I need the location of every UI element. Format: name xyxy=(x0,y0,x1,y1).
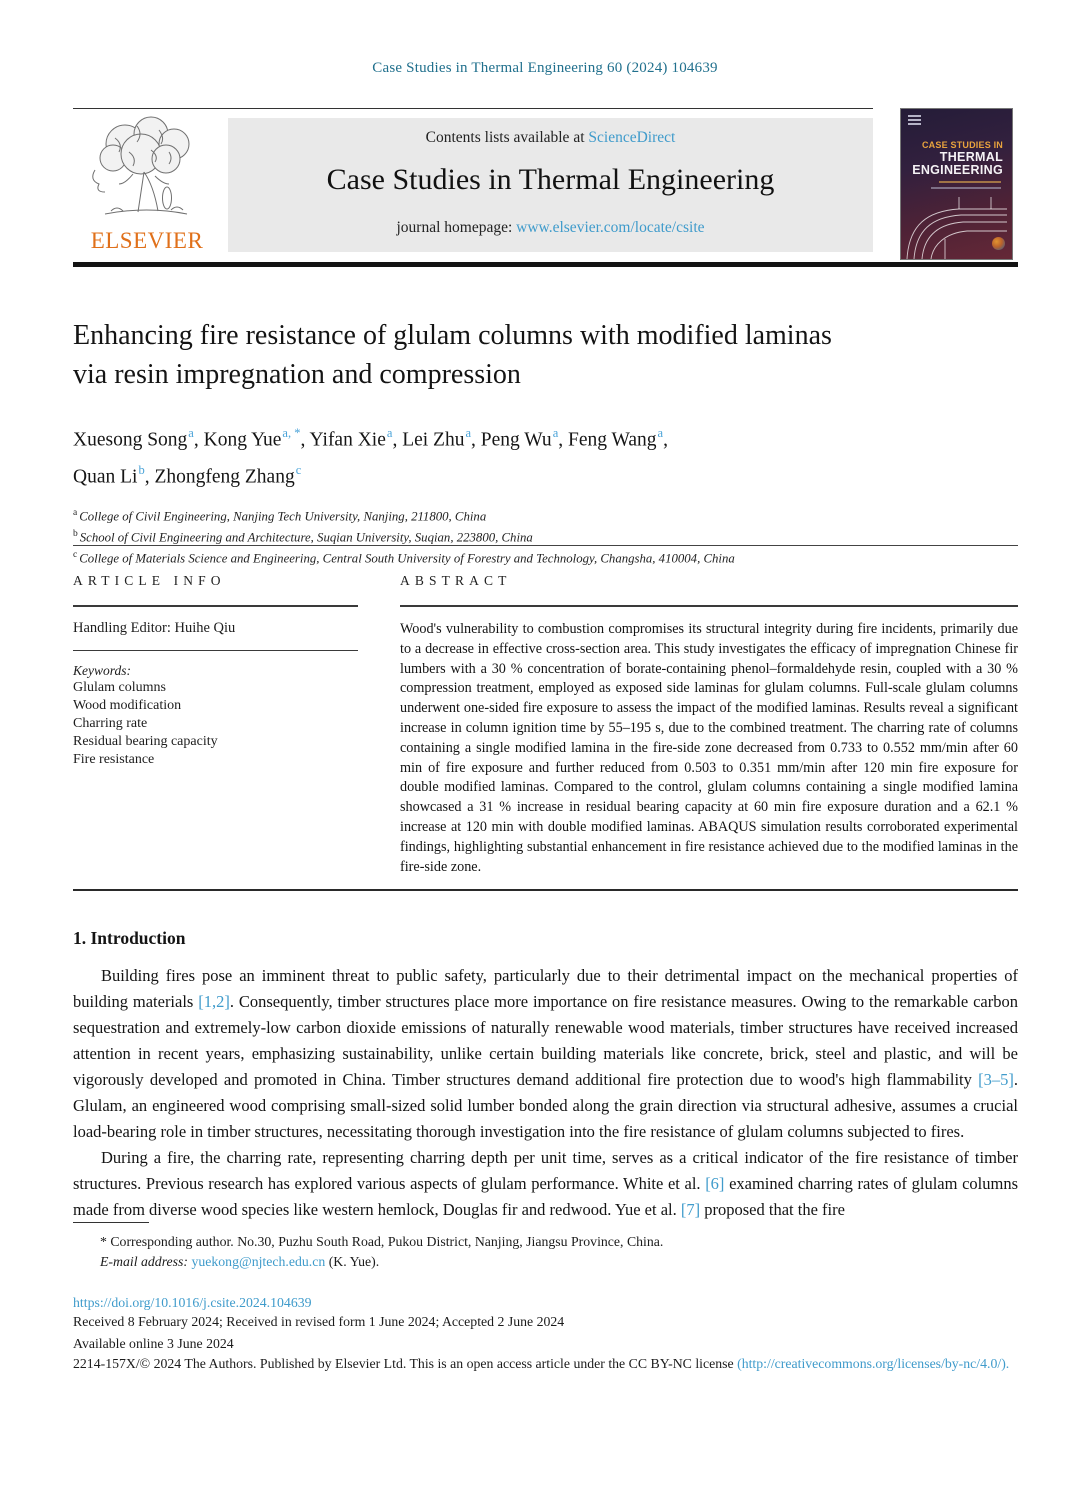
citation-ref-3-5[interactable]: [3–5] xyxy=(978,1070,1014,1089)
introduction-section xyxy=(73,928,1018,1223)
journal-reference: Case Studies in Thermal Engineering 60 (2024) 104639 xyxy=(372,60,718,76)
abstract-heading: ABSTRACT xyxy=(400,573,512,588)
intro-paragraph-1 xyxy=(73,963,1018,1145)
author-list-line2 xyxy=(73,456,1018,493)
corresponding-author-text: Corresponding author. No.30, Puzhu South Road, Pukou District, Nanjing, Jiangsu Province, China. xyxy=(106,1234,664,1249)
cover-title-line1: CASE STUDIES IN xyxy=(921,140,1003,150)
author-affil-sup[interactable]: a xyxy=(386,426,393,440)
affiliation-sup: a xyxy=(73,508,78,518)
article-head xyxy=(73,316,1018,567)
keyword-item: Wood modification xyxy=(73,698,182,713)
footnote-block xyxy=(73,1222,1018,1271)
abstract-column xyxy=(400,573,1018,877)
author-name: Kong Yue xyxy=(203,429,282,451)
homepage-line xyxy=(228,219,873,237)
paper-title-line1: Enhancing fire resistance of glulam columns with modified laminas xyxy=(73,320,832,351)
sciencedirect-link[interactable]: ScienceDirect xyxy=(588,129,676,146)
email-link[interactable]: yuekong@njtech.edu.cn xyxy=(191,1253,326,1269)
footnote-rule xyxy=(73,1222,149,1223)
paragraph-text: Building fires pose an imminent threat to public safety, particularly due to their detrimental impact on the mechanical properties of building materials xyxy=(73,966,1018,1011)
author-name: Quan Li xyxy=(73,466,138,487)
affiliation-item xyxy=(73,526,1018,547)
header-thick-rule xyxy=(73,262,1018,267)
email-suffix: (K. Yue). xyxy=(325,1253,380,1269)
journal-cover-thumbnail xyxy=(900,108,1013,260)
available-online: Available online 3 June 2024 xyxy=(73,1336,234,1351)
corresponding-author-note xyxy=(73,1232,1018,1271)
affiliation-list xyxy=(73,505,1018,567)
abstract-text: Wood's vulnerability to combustion compromises its structural integrity during fire incidents, primarily due to a decrease in effective cross-section area. This study investigates the efficacy of impregnation Chinese fir lumbers with a 30 % concentration of borate-containing phenol–formaldehyde resin, coupled with a 30 % compression treatment, employed as exposed side laminas for glulam columns. Full-scale glulam columns underwent one-sided fire exposure to assess the impact of the modified laminas. Results reveal a significant increase in column ignition time by 55–195 s, due to the combined treatment. The charring rate of columns containing a single modified lamina in the fire-side zone decreased from 0.733 to 0.552 mm/min after 60 min of fire exposure and further reduced from 0.503 to 0.351 mm/min after 120 min fire exposure for double modified laminas. Compared to the control, glulam columns containing a single modified lamina showcased a 31 % increase in residual bearing capacity at 60 min fire exposure duration and a 62.1 % increase at 120 min with double modified laminas. ABAQUS simulation results corroborated experimental findings, highlighting substantial enhancement in fire resistance achieved due to the modified laminas in the fire-side zone. xyxy=(400,621,1018,875)
journal-title: Case Studies in Thermal Engineering xyxy=(326,163,775,196)
author-list-line1 xyxy=(73,419,1018,456)
author-separator: , xyxy=(392,429,403,451)
author-separator: , xyxy=(193,429,204,451)
author-name: Peng Wu xyxy=(480,429,552,451)
cover-title xyxy=(901,141,1012,178)
author-affil-sup[interactable]: a xyxy=(657,426,664,440)
author-separator: , xyxy=(663,429,668,451)
elsevier-tree-icon xyxy=(81,114,213,226)
article-info-rule xyxy=(73,605,358,607)
header-top-rule xyxy=(73,108,873,109)
keyword-item: Fire resistance xyxy=(73,752,155,767)
received-dates: Received 8 February 2024; Received in revised form 1 June 2024; Accepted 2 June 2024 xyxy=(73,1314,565,1329)
homepage-label: journal homepage: xyxy=(396,219,517,236)
elsevier-logo xyxy=(73,114,221,256)
paper-title-line2: via resin impregnation and compression xyxy=(73,359,521,390)
paragraph-text: During a fire, the charring rate, representing charring depth per unit time, serves as a critical indicator of the fire resistance of timber structures. Previous research has explored various aspects of glulam performance. White et al. xyxy=(73,1148,1018,1193)
abstract-rule xyxy=(400,605,1018,607)
paragraph-text: . Consequently, timber structures place more importance on fire resistance measures. Owing to the remarkable carbon sequestration and extremely-low carbon dioxide emissions of naturally renewable wood materials, timber structures have received increased attention in recent years, emphasizing sustainability, unlike certain building materials like concrete, brick, steel and plastic, and will be vigorously developed and promoted in China. Timber structures demand additional fire protection due to wood's high flammability xyxy=(73,992,1018,1089)
author-list xyxy=(73,419,1018,492)
contents-prefix: Contents lists available at xyxy=(425,129,589,146)
introduction-heading: 1. Introduction xyxy=(73,928,186,948)
cover-title-line2: THERMAL xyxy=(939,149,1003,164)
paragraph-text: examined charring rates of glulam columns made from diverse wood species like western hemlock, Douglas fir and redwood. Yue et al. xyxy=(73,1174,1018,1219)
keywords-label: Keywords: xyxy=(73,663,131,678)
cover-title-line3: ENGINEERING xyxy=(912,163,1003,178)
keywords-divider-rule xyxy=(73,650,358,651)
email-label: E-mail address: xyxy=(100,1253,192,1269)
contents-line xyxy=(228,129,873,147)
author-separator: , xyxy=(300,429,310,451)
author-name: Zhongfeng Zhang xyxy=(154,466,295,487)
author-name: Feng Wang xyxy=(568,429,657,451)
section-divider-rule xyxy=(73,545,1018,546)
author-affil-sup[interactable]: b xyxy=(138,462,145,477)
footnote-asterisk: * xyxy=(100,1234,107,1249)
cover-editor-line xyxy=(939,181,1001,183)
corresponding-author-line xyxy=(100,1232,1018,1252)
keyword-item: Charring rate xyxy=(73,716,148,731)
paper-title xyxy=(73,316,1018,394)
journal-header-box xyxy=(228,118,873,252)
license-url-link[interactable]: (http://creativecommons.org/licenses/by-nc/4.0/). xyxy=(737,1356,1010,1371)
paragraph-text: . Glulam, an engineered wood comprising small-sized solid lumber bonded along the grain direction via structural adhesive, assumes a crucial load-bearing role in timber structures, necessitating thorough investigation into the fire resistance of glulam columns subjected to fires. xyxy=(73,1070,1018,1141)
license-text: This is an open access article under the CC BY-NC license xyxy=(409,1356,734,1371)
affiliation-text: College of Materials Science and Engineering, Central South University of Forestry and Technology, Changsha, 410004, China xyxy=(79,550,735,565)
citation-ref-1-2[interactable]: [1,2] xyxy=(198,992,230,1011)
homepage-url-link[interactable]: www.elsevier.com/locate/csite xyxy=(516,219,705,236)
doi-link[interactable]: https://doi.org/10.1016/j.csite.2024.104639 xyxy=(73,1295,312,1310)
affiliation-sup: c xyxy=(73,549,78,560)
author-separator: , xyxy=(471,429,481,451)
article-info-column xyxy=(73,573,358,877)
keyword-item: Glulam columns xyxy=(73,680,166,695)
affiliation-item xyxy=(73,505,1018,526)
published-text: Published by Elsevier Ltd. xyxy=(259,1356,407,1371)
affiliation-text: College of Civil Engineering, Nanjing Tech University, Nanjing, 211800, China xyxy=(79,509,487,524)
info-abstract-section xyxy=(73,573,1018,877)
affiliation-text: School of Civil Engineering and Architecture, Suqian University, Suqian, 223800, China xyxy=(79,530,533,545)
author-name: Yifan Xie xyxy=(309,429,386,451)
article-info-heading: ARTICLE INFO xyxy=(73,573,226,588)
author-separator: , xyxy=(558,429,568,451)
citation-ref-7[interactable]: [7] xyxy=(680,1200,701,1219)
footer-block xyxy=(73,1295,1018,1374)
license-line xyxy=(73,1354,1018,1374)
author-affil-sup[interactable]: a xyxy=(188,426,194,440)
author-name: Xuesong Song xyxy=(73,429,188,451)
keyword-item: Residual bearing capacity xyxy=(73,734,218,749)
author-affil-sup[interactable]: a, * xyxy=(282,426,301,440)
handling-editor: Handling Editor: Huihe Qiu xyxy=(73,620,236,636)
paragraph-text: proposed that the fire xyxy=(700,1200,845,1219)
author-affil-sup[interactable]: a xyxy=(552,426,559,440)
cover-globe-icon xyxy=(992,237,1005,250)
author-separator: , xyxy=(144,466,155,487)
affiliation-item xyxy=(73,547,1018,568)
elsevier-wordmark: ELSEVIER xyxy=(90,228,204,253)
author-name: Lei Zhu xyxy=(402,429,465,451)
intro-paragraph-2 xyxy=(73,1145,1018,1223)
author-affil-sup[interactable]: c xyxy=(295,462,302,477)
author-affil-sup[interactable]: a xyxy=(465,426,472,440)
affiliation-sup: b xyxy=(73,528,78,539)
email-line xyxy=(100,1252,1018,1272)
issn-text: 2214-157X/© 2024 The Authors. xyxy=(73,1356,257,1371)
citation-ref-6[interactable]: [6] xyxy=(705,1174,725,1193)
cover-publisher-icon xyxy=(908,115,921,131)
abstract-bottom-rule xyxy=(73,889,1018,891)
